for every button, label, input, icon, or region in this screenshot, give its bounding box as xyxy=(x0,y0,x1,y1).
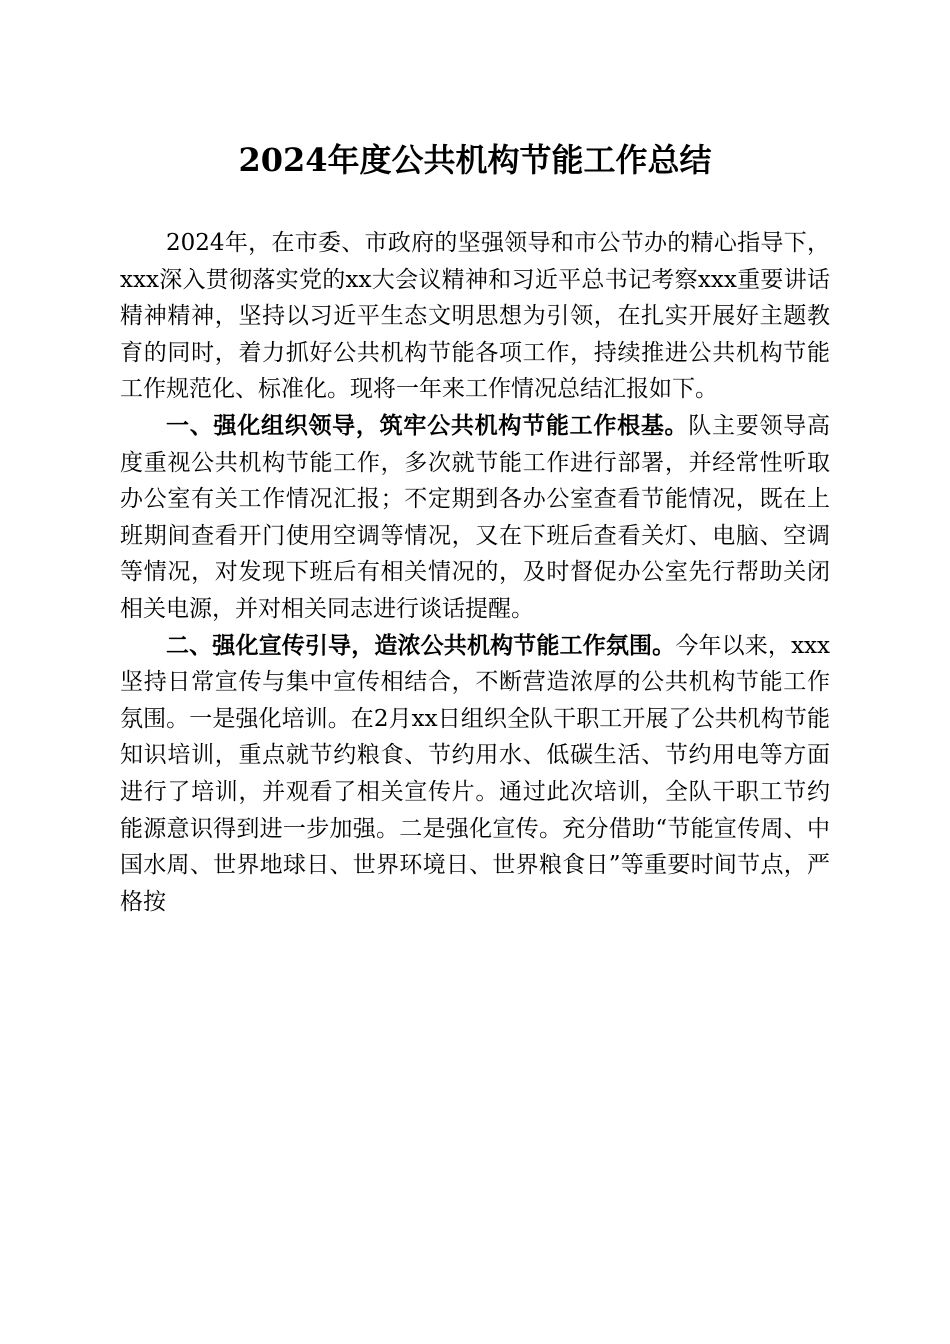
section-one-text: 队主要领导高度重视公共机构节能工作，多次就节能工作进行部署，并经常性听取办公室有关工作情况汇报；不定期到各办公室查看节能情况，既在上班期间查看开门使用空调等情况，又在下班后查看关灯、电脑、空调等情况，对发现下班后有相关情况的，及时督促办公室先行帮助关闭相关电源，并对相关同志进行谈话提醒。 xyxy=(120,412,831,622)
section-two-text: 今年以来，xxx坚持日常宣传与集中宣传相结合，不断营造浓厚的公共机构节能工作氛围。一是强化培训。在2月xx日组织全队干职工开展了公共机构节能知识培训，重点就节约粮食、节约用水、低碳生活、节约用电等方面进行了培训，并观看了相关宣传片。通过此次培训，全队干职工节约能源意识得到进一步加强。二是强化宣传。充分借助“节能宣传周、中国水周、世界地球日、世界环境日、世界粮食日”等重要时间节点，严格按 xyxy=(120,632,830,915)
intro-paragraph-text: 2024年，在市委、市政府的坚强领导和市公节办的精心指导下，xxx深入贯彻落实党的xx大会议精神和习近平总书记考察xxx重要讲话精神精神，坚持以习近平生态文明思想为引领，在扎实开展好主题教育的同时，着力抓好公共机构节能各项工作，持续推进公共机构节能工作规范化、标准化。现将一年来工作情况总结汇报如下。 xyxy=(120,230,830,403)
section-one-paragraph xyxy=(120,408,830,628)
document-body xyxy=(120,225,830,920)
intro-paragraph xyxy=(120,225,830,408)
section-two-paragraph xyxy=(120,628,830,921)
document-title: 2024年度公共机构节能工作总结 xyxy=(238,141,712,179)
section-one-heading: 一、强化组织领导，筑牢公共机构节能工作根基。 xyxy=(166,412,689,439)
section-two-heading: 二、强化宣传引导，造浓公共机构节能工作氛围。 xyxy=(166,632,676,659)
